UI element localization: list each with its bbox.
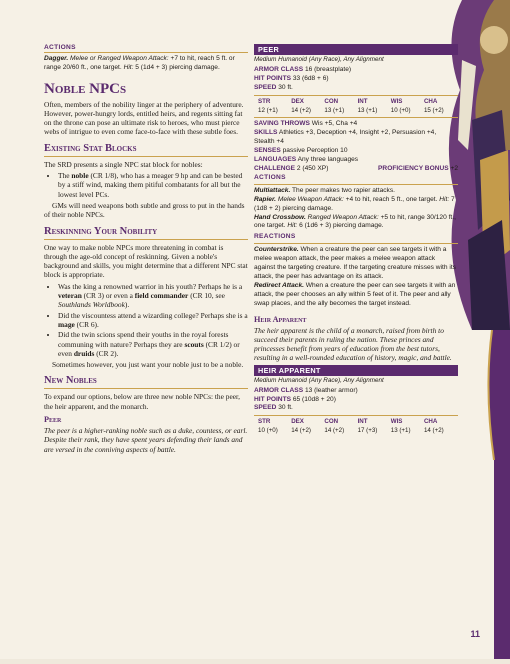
section-title: Noble NPCs xyxy=(44,80,127,97)
redirect-attack-reaction: Redirect Attack. When a creature the peer can see targets it with an attack, the peer chooses an ally within 5 feet of it. The peer and ally swap places, and the ally becomes the target instead. xyxy=(254,281,456,307)
multiattack-action: Multiattack. The peer makes two rapier attacks. xyxy=(254,186,395,194)
list-item: • The noble (CR 1/8), who has a meager 9 hp and can be bested by a stiff wind, making them pitiful combatants for all but the lowest level PCs. xyxy=(58,171,248,199)
divider xyxy=(254,95,458,96)
divider xyxy=(254,415,458,416)
existing-stat-blocks-heading: Existing Stat Blocks xyxy=(44,143,248,157)
page-number: 11 xyxy=(470,629,480,639)
actions-heading: ACTIONS xyxy=(44,44,248,53)
intro-paragraph: Often, members of the nobility linger at the periphery of adventure. However, power-hungry lords, entitled heirs, and regents sitting fat on the throne can pose an ultimate risk to heroes, who must pierce webs of intrigue to even come face-to-face with these subtle foes. xyxy=(44,99,244,137)
heir-stat-block: Medium Humanoid (Any Race), Any Alignment ARMOR CLASS 13 (leather armor) HIT POINTS 65 (10d8 + 20) SPEED 30 ft. STR DEX CON INT WIS CHA 10 (+0) 14 (+2) 14 (+2) 17 (+3) 13 (+1) 14 (+2) xyxy=(254,377,458,436)
existing-paragraph: The SRD presents a single NPC stat block for nobles: xyxy=(44,159,203,169)
peer-reactions-heading: REACTIONS xyxy=(254,233,458,244)
peer-flavor-text: The peer is a higher-ranking noble such as a duke, countess, or earl. Despite their rank, they have spent years defending their lands and are versed in the conniving aspects of battle. xyxy=(44,426,248,454)
peer-actions-heading: ACTIONS xyxy=(254,174,458,185)
peer-ability-scores: 12 (+1) 14 (+2) 13 (+1) 13 (+1) 10 (+0) 15 (+2) xyxy=(258,106,444,114)
peer-ability-names: STR DEX CON INT WIS CHA xyxy=(258,97,438,105)
new-nobles-heading: New Nobles xyxy=(44,375,248,389)
list-item: • Was the king a renowned warrior in his youth? Perhaps he is a veteran (CR 3) or even a field commander (CR 10, see Southlands Worldbook). xyxy=(58,282,248,310)
peer-stat-block: Medium Humanoid (Any Race), Any Alignment ARMOR CLASS 16 (breastplate) HIT POINTS 33 (6d8 + 6) SPEED 30 ft. STR DEX CON INT WIS CHA 12 (+1) 14 (+2) 13 (+1) 13 (+1) 10 (+0) 15 (+2) SAVING THROWS Wis +5, Cha +4 SKILLS Athletics +3, Deception +4, Insight +2, Persuasion +4, Stealth +4 SENSES passive Perception 10 LANGUAGES Any three languages CHALLENGE 2 (450 XP) PROFICIENCY BONUS +2 ACTIONS Multiattack. The peer makes two rapier attacks. Rapier. Melee Weapon Attack: +4 to hit, reach 5 ft., one target. Hit: 7 (1d8 + 2) piercing damage. Hand Crossbow. Ranged Weapon Attack: +5 to hit, range 30/120 ft., one target. Hit: 6 (1d6 + 3) piercing damage. REACTIONS Counterstrike. When a creature the peer can see targets it with a melee weapon attack, the peer makes a melee weapon attack against the targeting creature. If the targeting creature misses with its attack, the peer has advantage on its attack. Redirect Attack. When a creature the peer can see targets it with an attack, the peer chooses an ally within 5 feet of it. The peer and ally swap places, and the ally becomes the target instead. xyxy=(254,56,458,307)
peer-heading: Peer xyxy=(44,415,62,425)
divider xyxy=(254,117,458,118)
dagger-action: Dagger. Melee or Ranged Weapon Attack: +7 to hit, reach 5 ft. or range 20/60 ft., one target. Hit: 5 (1d4 + 3) piercing damage. xyxy=(44,55,235,71)
list-item: • Did the twin scions spend their youths in the royal forests communing with nature? Perhaps they are scouts (CR 1/2) or even druids (CR 2). xyxy=(58,330,248,358)
heir-ability-scores: 10 (+0) 14 (+2) 14 (+2) 17 (+3) 13 (+1) 14 (+2) xyxy=(258,427,444,435)
heir-apparent-heading: Heir Apparent xyxy=(254,314,307,324)
counterstrike-reaction: Counterstrike. When a creature the peer can see targets it with a melee weapon attack, the peer makes a melee weapon attack against the targeting creature. If the targeting creature misses with its attack, the peer has advantage on its attack. xyxy=(254,246,456,280)
reskinning-paragraph-2: Sometimes however, you just want your noble just to be a noble. xyxy=(52,360,244,370)
reskinning-paragraph: One way to make noble NPCs more threatening in combat is through the age-old concept of reskinning. Given a noble's background and skills, you might determine that a different NPC stat block is appropriate. xyxy=(44,242,248,280)
heir-ability-names: STR DEX CON INT WIS CHA xyxy=(258,418,438,426)
new-nobles-paragraph: To expand our options, below are three new noble NPCs: the peer, the heir apparent, and the monarch. xyxy=(44,392,241,411)
existing-paragraph-2: GMs will need weapons both subtle and gross to put in the hands of their noble NPCs. xyxy=(44,200,245,220)
list-item: • Did the viscountess attend a wizarding college? Perhaps she is a mage (CR 6). xyxy=(58,311,248,330)
reskinning-list xyxy=(44,282,248,358)
heir-flavor-text: The heir apparent is the child of a monarch, raised from birth to succeed their parents in ruling the nation. These princes and princesses benefit from years of education from the best tutors, resulting in a well-rounded education of history, magic, and battle. xyxy=(254,325,452,363)
hand-crossbow-action: Hand Crossbow. Ranged Weapon Attack: +5 to hit, range 30/120 ft., one target. Hit: 6 (1d6 + 3) piercing damage. xyxy=(254,213,456,230)
rapier-action: Rapier. Melee Weapon Attack: +4 to hit, reach 5 ft., one target. Hit: 7 (1d8 + 2) piercing damage. xyxy=(254,195,455,212)
left-column xyxy=(44,44,248,456)
existing-list xyxy=(44,171,248,199)
peer-stat-block-title: PEER xyxy=(254,44,458,55)
reskinning-heading: Reskinning Your Nobility xyxy=(44,226,248,240)
right-column xyxy=(254,44,458,436)
heir-stat-block-title: HEIR APPARENT xyxy=(254,365,458,376)
page-edge-decoration xyxy=(470,330,510,659)
